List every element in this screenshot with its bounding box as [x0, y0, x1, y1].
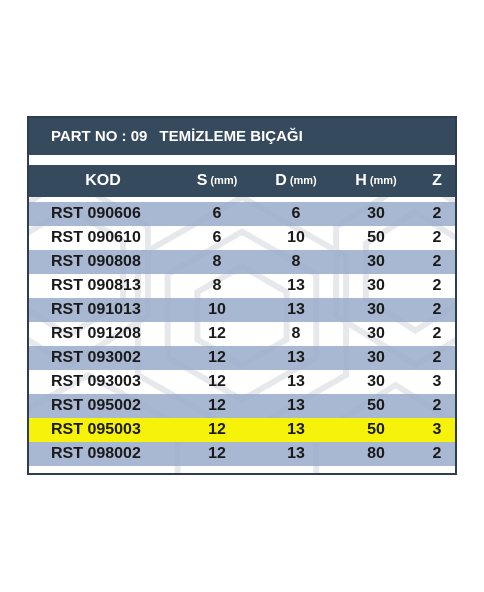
- cell-d: 13: [287, 397, 305, 414]
- cell-kod: RST 093002: [51, 349, 141, 366]
- column-label: D: [275, 172, 287, 189]
- table-row: [29, 346, 455, 370]
- cell-h: 50: [367, 229, 385, 246]
- table-header: [29, 165, 455, 197]
- cell-z: 2: [432, 445, 442, 462]
- cell-s: 12: [208, 349, 226, 366]
- cell-d: 13: [287, 421, 305, 438]
- table-title-bar: [29, 118, 455, 155]
- cell-kod: RST 095003: [51, 421, 141, 438]
- cell-s: 8: [212, 253, 222, 270]
- cell-kod: RST 090808: [51, 253, 141, 270]
- cell-s: 12: [208, 373, 226, 390]
- cell-z: 3: [432, 421, 442, 438]
- cell-kod: RST 090813: [51, 277, 141, 294]
- column-header-h: [335, 165, 417, 197]
- table-row: [29, 394, 455, 418]
- cell-kod: RST 098002: [51, 445, 141, 462]
- cell-h: 30: [367, 301, 385, 318]
- cell-kod: RST 090606: [51, 205, 141, 222]
- column-header-d: [257, 165, 335, 197]
- table-row: [29, 202, 455, 226]
- cell-z: 2: [432, 229, 442, 246]
- column-header-kod: [29, 165, 177, 197]
- table-row: [29, 442, 455, 466]
- cell-s: 12: [208, 445, 226, 462]
- cell-kod: RST 095002: [51, 397, 141, 414]
- cell-d: 8: [291, 325, 301, 342]
- cell-s: 10: [208, 301, 226, 318]
- spec-table-panel: [27, 116, 457, 475]
- cell-s: 12: [208, 325, 226, 342]
- table-row: [29, 370, 455, 394]
- cell-s: 6: [212, 229, 222, 246]
- cell-h: 30: [367, 373, 385, 390]
- table-row: [29, 226, 455, 250]
- cell-z: 2: [432, 397, 442, 414]
- cell-kod: RST 091208: [51, 325, 141, 342]
- product-name: TEMİZLEME BIÇAĞI: [159, 128, 303, 145]
- table-row: [29, 250, 455, 274]
- column-header-z: [417, 165, 457, 197]
- column-label: H: [355, 172, 367, 189]
- cell-z: 2: [432, 301, 442, 318]
- cell-h: 30: [367, 277, 385, 294]
- cell-z: 2: [432, 325, 442, 342]
- cell-h: 80: [367, 445, 385, 462]
- cell-d: 13: [287, 277, 305, 294]
- cell-d: 13: [287, 445, 305, 462]
- table-row: [29, 322, 455, 346]
- title-separator: [29, 155, 455, 165]
- cell-d: 8: [291, 253, 301, 270]
- cell-d: 13: [287, 373, 305, 390]
- cell-h: 50: [367, 421, 385, 438]
- cell-d: 10: [287, 229, 305, 246]
- cell-h: 30: [367, 349, 385, 366]
- table-row: [29, 298, 455, 322]
- cell-kod: RST 091013: [51, 301, 141, 318]
- column-header-s: [177, 165, 257, 197]
- column-label: Z: [432, 172, 442, 189]
- cell-d: 6: [291, 205, 301, 222]
- cell-h: 50: [367, 397, 385, 414]
- cell-h: 30: [367, 205, 385, 222]
- cell-kod: RST 093003: [51, 373, 141, 390]
- cell-s: 6: [212, 205, 222, 222]
- cell-z: 2: [432, 253, 442, 270]
- cell-d: 13: [287, 349, 305, 366]
- cell-z: 2: [432, 205, 442, 222]
- column-unit: (mm): [369, 175, 397, 187]
- table-row: [29, 274, 455, 298]
- cell-z: 3: [432, 373, 442, 390]
- cell-s: 8: [212, 277, 222, 294]
- table-row: [29, 418, 455, 442]
- cell-s: 12: [208, 397, 226, 414]
- cell-d: 13: [287, 301, 305, 318]
- cell-h: 30: [367, 253, 385, 270]
- cell-z: 2: [432, 349, 442, 366]
- column-label: KOD: [85, 172, 121, 189]
- column-unit: (mm): [210, 175, 238, 187]
- cell-kod: RST 090610: [51, 229, 141, 246]
- part-number: PART NO : 09: [51, 128, 148, 145]
- cell-s: 12: [208, 421, 226, 438]
- cell-z: 2: [432, 277, 442, 294]
- column-label: S: [196, 172, 208, 189]
- cell-h: 30: [367, 325, 385, 342]
- table-body: [29, 202, 455, 466]
- column-unit: (mm): [289, 175, 317, 187]
